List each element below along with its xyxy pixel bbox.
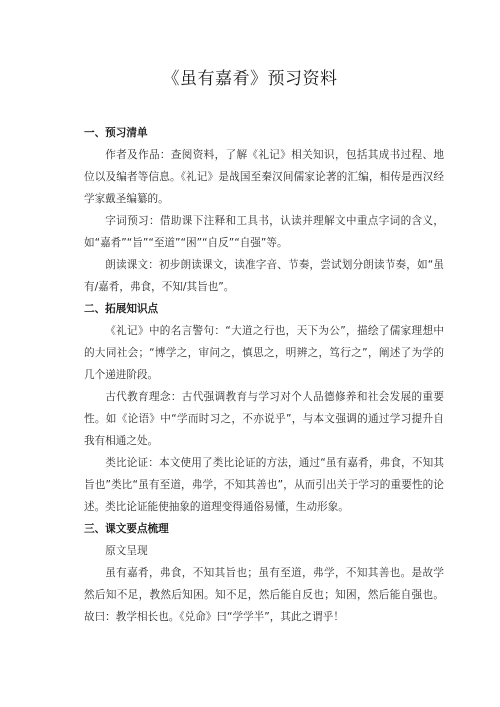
paragraph-author-and-work: 作者及作品：查阅资料，了解《礼记》相关知识，包括其成书过程、地位以及编者等信息。《礼记》是战国至秦汉间儒家论著的汇编，相传是西汉经学家戴圣编纂的。	[84, 149, 444, 205]
document-title: 《虽有嘉肴》预习资料	[162, 69, 338, 89]
section-heading-text-key-points: 三、课文要点梳理	[84, 523, 169, 535]
section-heading-preview-list: 一、预习清单	[84, 127, 148, 139]
paragraph-vocabulary-preview: 字词预习：借助课下注释和工具书，认读并理解文中重点字词的含义，如“嘉肴”“旨”“至道”“困”“自反”“自强”等。	[84, 215, 444, 249]
paragraph-original-text: 虽有嘉肴，弗食，不知其旨也；虽有至道，弗学，不知其善也。是故学然后知不足，教然后知困。知不足，然后能自反也；知困，然后能自强也。故曰：教学相长也。《兑命》曰“学学半”，其此之谓乎！	[84, 567, 444, 623]
paragraph-reading-aloud: 朗读课文：初步朗读课文，读准字音、节奏，尝试划分朗读节奏，如“虽有/嘉肴，弗食，不知/其旨也”。	[84, 259, 444, 293]
section-heading-extended-knowledge: 二、拓展知识点	[84, 303, 159, 315]
paragraph-original-text-label: 原文呈现	[105, 545, 148, 557]
paragraph-education-philosophy: 古代教育理念：古代强调教育与学习对个人品德修养和社会发展的重要性。如《论语》中“学而时习之，不亦说乎”，与本文强调的通过学习提升自我有相通之处。	[84, 391, 444, 447]
paragraph-famous-quotes: 《礼记》中的名言警句：“大道之行也，天下为公”，描绘了儒家理想中的大同社会；“博学之，审问之，慎思之，明辨之，笃行之”，阐述了为学的几个递进阶段。	[84, 325, 444, 381]
paragraph-analogy-argument: 类比论证：本文使用了类比论证的方法，通过“虽有嘉肴，弗食，不知其旨也”类比“虽有至道，弗学，不知其善也”，从而引出关于学习的重要性的论述。类比论证能使抽象的道理变得通俗易懂，生动形象。	[84, 457, 444, 513]
document-body	[84, 122, 444, 628]
